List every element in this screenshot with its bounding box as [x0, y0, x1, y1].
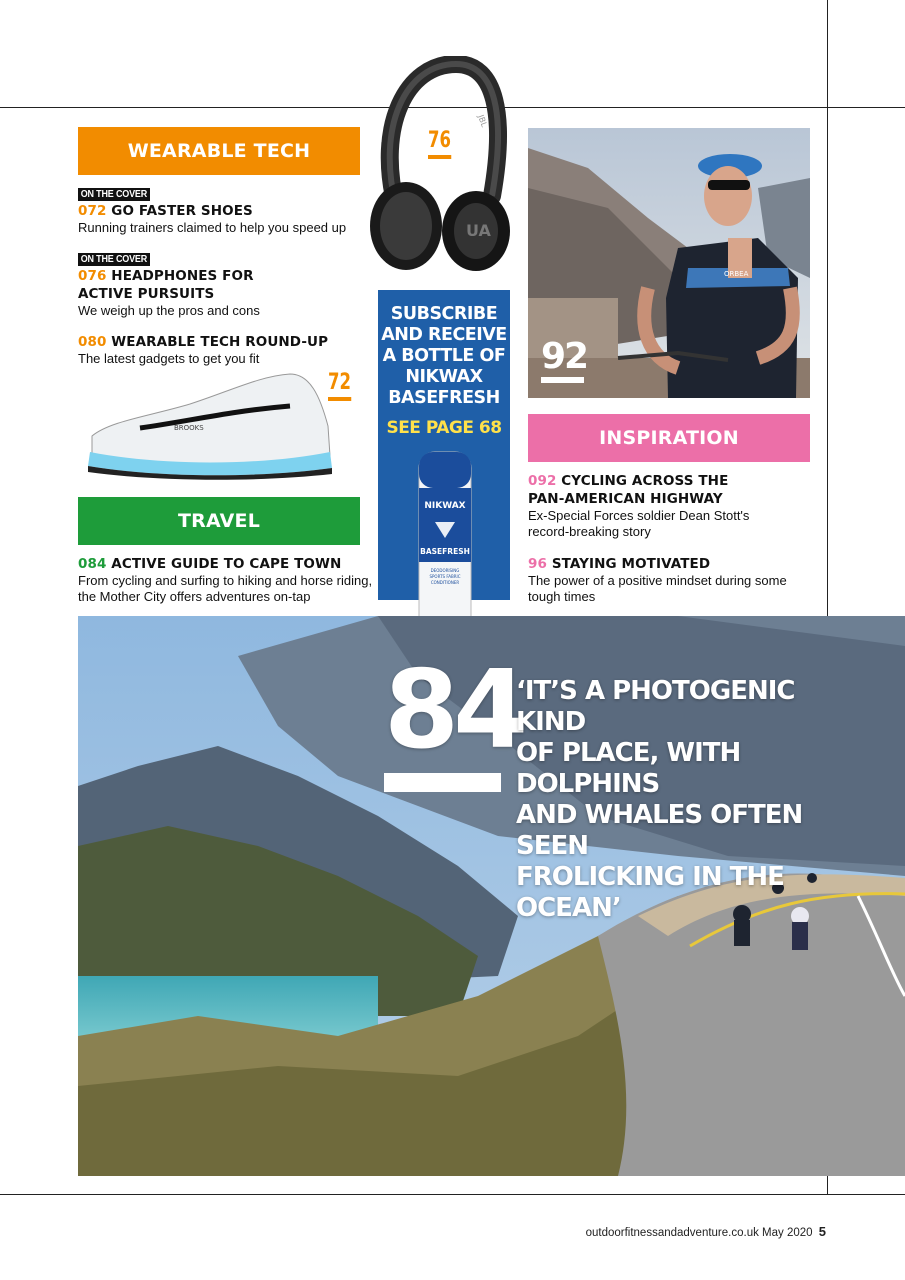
page-ref-92: 92	[541, 336, 588, 377]
bottle-product: BASEFRESH	[420, 547, 470, 556]
entry-description-line1: The power of a positive mindset during some	[528, 573, 787, 588]
entry-description-line2: record-breaking story	[528, 524, 651, 539]
page-ref-84-bar	[384, 773, 501, 792]
entry-title-line2: ACTIVE PURSUITS	[78, 286, 215, 302]
entry-title: STAYING MOTIVATED	[551, 556, 711, 572]
inspiration-banner	[528, 414, 810, 462]
entry-number: 092	[528, 473, 557, 489]
quote-line-1: ‘IT’S A PHOTOGENIC KIND	[516, 676, 795, 737]
entry-description-line2: tough times	[528, 589, 596, 604]
wearable-tech-title: WEARABLE TECH	[127, 140, 311, 162]
shoe-image	[80, 366, 340, 482]
on-the-cover-tag: ON THE COVER	[78, 188, 150, 201]
entry-description-line1: Ex-Special Forces soldier Dean Stott's	[528, 508, 750, 523]
jersey-text: ORBEA	[724, 270, 749, 278]
headphones-image	[366, 56, 514, 272]
page-number: 5	[818, 1224, 826, 1239]
footer-date: May 2020	[762, 1227, 813, 1239]
entry-description-line2: the Mother City offers adventures on-tap	[78, 589, 311, 604]
entry-076[interactable]	[78, 249, 368, 319]
page-ref-92-bar	[541, 377, 584, 383]
entry-96[interactable]	[528, 555, 818, 605]
entry-084[interactable]	[78, 555, 378, 605]
svg-text:SPORTS FABRIC: SPORTS FABRIC	[429, 574, 461, 579]
headphones-brand: JBL	[476, 113, 489, 129]
entry-description-line1: From cycling and surfing to hiking and horse riding,	[78, 573, 373, 588]
svg-text:UA: UA	[466, 221, 491, 240]
entry-080[interactable]	[78, 333, 368, 367]
entry-title: WEARABLE TECH ROUND-UP	[111, 334, 329, 350]
entry-092[interactable]	[528, 472, 818, 540]
page-ref-76: 76	[428, 128, 451, 159]
entry-title: HEADPHONES FOR	[111, 268, 254, 284]
quote-line-3: AND WHALES OFTEN SEEN	[516, 800, 803, 861]
entry-number: 96	[528, 556, 547, 572]
page-ref-72: 72	[328, 370, 351, 401]
entry-number: 072	[78, 203, 107, 219]
wearable-tech-banner	[78, 127, 360, 175]
entry-number: 080	[78, 334, 107, 350]
travel-banner	[78, 497, 360, 545]
entry-description: Running trainers claimed to help you speed up	[78, 220, 347, 235]
nikwax-bottle	[413, 450, 477, 638]
quote-line-2: OF PLACE, WITH DOLPHINS	[516, 738, 741, 799]
entry-number: 076	[78, 268, 107, 284]
entry-072[interactable]	[78, 184, 368, 236]
entry-title: GO FASTER SHOES	[111, 203, 253, 219]
entry-title: ACTIVE GUIDE TO CAPE TOWN	[111, 556, 342, 572]
entry-title: CYCLING ACROSS THE	[561, 473, 729, 489]
travel-title: TRAVEL	[178, 510, 260, 532]
entry-title-line2: PAN-AMERICAN HIGHWAY	[528, 491, 723, 507]
subscribe-text: SUBSCRIBE AND RECEIVE A BOTTLE OF NIKWAX BASEFRESH	[381, 304, 507, 408]
bottom-rule	[0, 1194, 905, 1195]
quote-line-4: FROLICKING IN THE OCEAN’	[516, 862, 784, 923]
shoe-brand: BROOKS	[174, 424, 204, 432]
pull-quote	[516, 676, 816, 924]
on-the-cover-tag: ON THE COVER	[78, 253, 150, 266]
page-ref-84: 84	[384, 648, 523, 773]
entry-description: The latest gadgets to get you fit	[78, 351, 260, 366]
entry-number: 084	[78, 556, 107, 572]
svg-text:CONDITIONER: CONDITIONER	[430, 580, 460, 585]
bottle-brand: NIKWAX	[424, 501, 466, 511]
see-page-link[interactable]: SEE PAGE 68	[386, 418, 502, 438]
inspiration-title: INSPIRATION	[599, 427, 739, 449]
page-footer	[586, 1224, 826, 1239]
entry-description: We weigh up the pros and cons	[78, 303, 260, 318]
footer-site[interactable]: outdoorfitnessandadventure.co.uk	[585, 1227, 759, 1239]
svg-text:DEODORISING: DEODORISING	[430, 568, 460, 573]
